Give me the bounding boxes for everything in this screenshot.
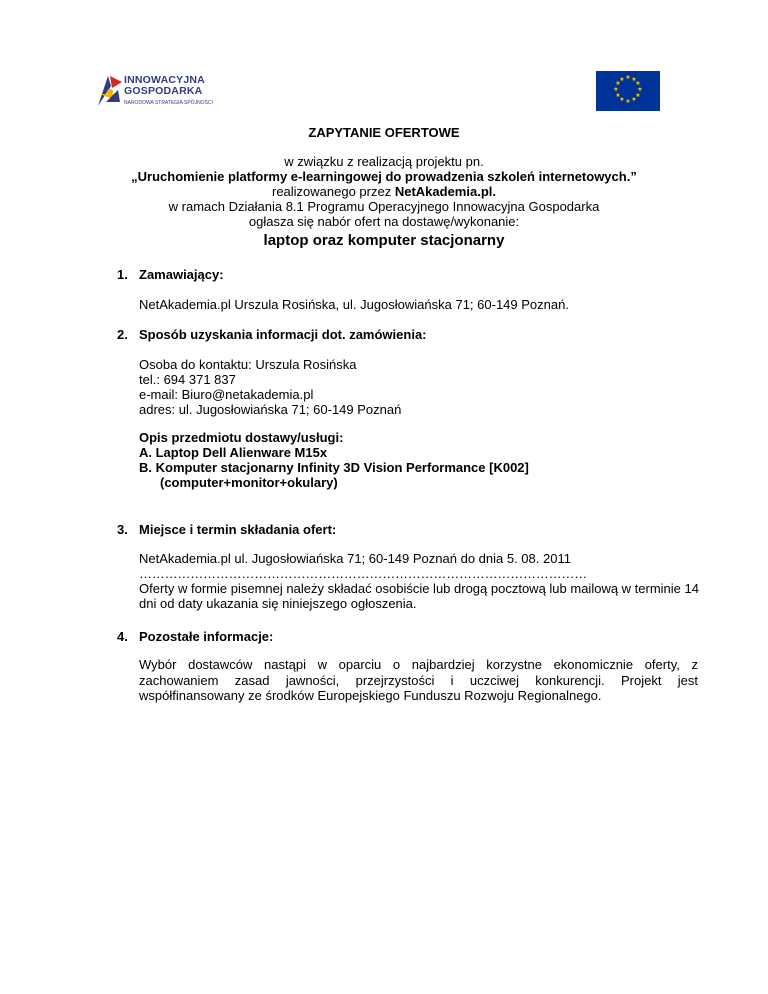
section-4-title: Pozostałe informacje: — [139, 629, 274, 644]
intro-line-4: w ramach Działania 8.1 Programu Operacyjnego Innowacyjna Gospodarka — [168, 199, 600, 214]
item-a: A. Laptop Dell Alienware M15x — [139, 445, 328, 460]
section-4-text — [139, 657, 698, 704]
section-4-text-line-1: Wybór dostawców nastąpi w oparciu o najbardziej korzystne ekonomicznie oferty, z — [139, 657, 698, 672]
svg-text:★: ★ — [613, 86, 619, 93]
document-title: ZAPYTANIE OFERTOWE — [308, 125, 460, 140]
subject-heading: laptop oraz komputer stacjonarny — [263, 232, 505, 249]
svg-text:★: ★ — [619, 76, 625, 83]
company-name: NetAkademia.pl. — [394, 184, 496, 199]
logo-text-line1: INNOWACYJNA — [124, 74, 205, 86]
eu-flag-logo — [596, 71, 660, 111]
section-3-number: 3. — [117, 522, 128, 537]
item-b: B. Komputer stacjonarny Infinity 3D Vision Performance [K002] — [139, 460, 529, 475]
svg-text:★: ★ — [625, 74, 631, 81]
contact-address: adres: ul. Jugosłowiańska 71; 60-149 Poznań — [139, 402, 402, 417]
section-3-text-line-2: dni od daty ukazania się niniejszego ogłoszenia. — [139, 596, 417, 611]
intro-line-3-prefix: realizowanego przez — [271, 184, 395, 199]
svg-text:★: ★ — [619, 96, 625, 103]
innowacyjna-gospodarka-logo — [96, 72, 226, 112]
section-1-text: NetAkademia.pl Urszula Rosińska, ul. Jugosłowiańska 71; 60-149 Poznań. — [139, 297, 569, 312]
section-4-text-line-2: zachowaniem zasad jawności, przejrzystości i uczciwej konkurencji. Projekt jest — [139, 672, 698, 688]
section-3-text-line-1: Oferty w formie pisemnej należy składać osobiście lub drogą pocztową lub mailową w terminie 14 — [139, 581, 699, 596]
section-4-text-line-3: współfinansowany ze środków Europejskiego Funduszu Rozwoju Regionalnego. — [139, 688, 602, 704]
svg-text:★: ★ — [635, 92, 641, 99]
section-4-number: 4. — [117, 629, 128, 644]
section-3-dots: …………………………………………………………………………………………… — [139, 566, 588, 581]
contact-email: e-mail: Biuro@netakademia.pl — [139, 387, 314, 402]
section-3-title: Miejsce i termin składania ofert: — [139, 522, 337, 537]
section-2-title: Sposób uzyskania informacji dot. zamówienia: — [139, 327, 427, 342]
svg-text:★: ★ — [635, 80, 641, 87]
section-2-number: 2. — [117, 327, 128, 342]
eu-flag-icon — [596, 71, 660, 111]
svg-text:★: ★ — [631, 96, 637, 103]
innowacyjna-logo-icon — [96, 72, 124, 108]
contact-phone: tel.: 694 371 837 — [139, 372, 236, 387]
logo-text-line2: GOSPODARKA — [124, 85, 203, 97]
svg-text:★: ★ — [637, 86, 643, 93]
intro-line-1: w związku z realizacją projektu pn. — [284, 154, 484, 169]
project-name: „Uruchomienie platformy e-learningowej do prowadzenia szkoleń internetowych.” — [131, 169, 637, 184]
logo-text-line3: NARODOWA STRATEGIA SPÓJNOŚCI — [124, 100, 213, 106]
contact-person: Osoba do kontaktu: Urszula Rosińska — [139, 357, 357, 372]
svg-text:★: ★ — [625, 98, 631, 105]
svg-text:★: ★ — [631, 76, 637, 83]
description-title: Opis przedmiotu dostawy/usługi: — [139, 430, 344, 445]
section-1-number: 1. — [117, 267, 128, 282]
svg-text:★: ★ — [615, 92, 621, 99]
item-b-detail: (computer+monitor+okulary) — [160, 475, 338, 490]
section-1-title: Zamawiający: — [139, 267, 224, 282]
intro-line-3 — [0, 184, 768, 199]
svg-text:★: ★ — [615, 80, 621, 87]
intro-line-5: ogłasza się nabór ofert na dostawę/wykonanie: — [248, 214, 520, 229]
section-3-place: NetAkademia.pl ul. Jugosłowiańska 71; 60-149 Poznań do dnia 5. 08. 2011 — [139, 551, 571, 566]
